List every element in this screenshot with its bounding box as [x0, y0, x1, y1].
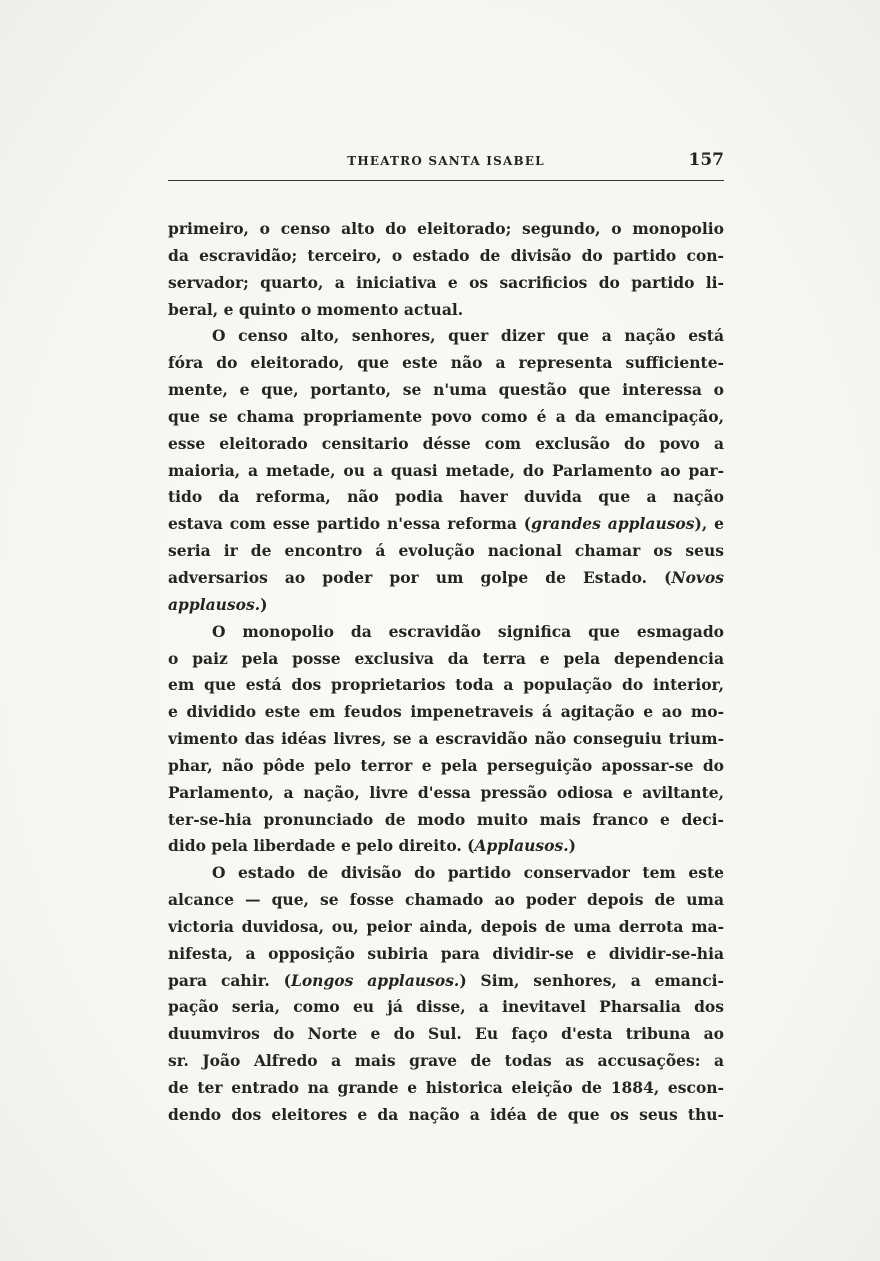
text-line — [168, 538, 724, 565]
running-title: THEATRO SANTA ISABEL — [347, 154, 545, 168]
line-text: phar, não pôde pelo terror e pela perseguição apossar-se do — [168, 755, 724, 775]
text-line — [168, 780, 724, 807]
line-text: seria ir de encontro á evolução nacional chamar os seus — [168, 541, 724, 561]
text-line — [168, 1075, 724, 1102]
line-text: alcance — que, se fosse chamado ao poder depois de uma — [168, 890, 724, 910]
line-text: de ter entrado na grande e historica eleição de 1884, escon- — [168, 1078, 724, 1097]
line-text: duumviros do Norte e do Sul. Eu faço d'esta tribuna ao — [168, 1024, 724, 1044]
text-line — [168, 431, 724, 458]
text-line — [168, 377, 724, 404]
text-line — [168, 243, 724, 270]
line-text: primeiro, o censo alto do eleitorado; segundo, o monopolio — [168, 219, 724, 238]
line-text: para cahir. ( — [168, 970, 291, 990]
line-text: ) — [568, 836, 576, 856]
text-line — [168, 404, 724, 431]
line-text: em que está dos proprietarios toda a população do interior, — [168, 675, 724, 695]
text-line — [168, 726, 724, 753]
text-line — [168, 968, 724, 995]
text-line — [168, 887, 724, 914]
text-line — [168, 941, 724, 968]
text-line — [168, 699, 724, 726]
text-line — [168, 807, 724, 834]
text-line — [168, 646, 724, 673]
text-line — [168, 833, 724, 860]
line-text: maioria, a metade, ou a quasi metade, do Parlamento ao par- — [168, 460, 724, 480]
line-text: beral, e quinto o momento actual. — [168, 299, 464, 319]
text-line — [168, 753, 724, 780]
line-text: victoria duvidosa, ou, peior ainda, depois de uma derrota ma- — [168, 916, 724, 936]
text-line — [168, 297, 724, 324]
text-line — [168, 350, 724, 377]
line-text: esse eleitorado censitario désse com exclusão do povo a — [168, 433, 724, 453]
italic-text: grandes applausos — [531, 514, 695, 534]
text-line — [168, 458, 724, 485]
line-text: O censo alto, senhores, quer dizer que a nação está — [212, 326, 724, 346]
line-text: sr. João Alfredo a mais grave de todas as accusações: a — [168, 1051, 724, 1071]
page-number: 157 — [688, 150, 724, 170]
line-text: estava com esse partido n'essa reforma ( — [168, 514, 532, 534]
line-text: Parlamento, a nação, livre d'essa pressão odiosa e aviltante, — [168, 782, 724, 802]
line-text: mente, e que, portanto, se n'uma questão que interessa o — [168, 380, 724, 400]
text-line — [168, 619, 724, 646]
line-text: servador; quarto, a iniciativa e os sacrificios do partido li- — [168, 272, 724, 292]
line-text: dendo dos eleitores e da nação a idéa de que os seus thu- — [168, 1104, 724, 1124]
text-line — [168, 323, 724, 350]
line-text: o paiz pela posse exclusiva da terra e pela dependencia — [168, 648, 724, 668]
line-text: O monopolio da escravidão significa que esmagado — [212, 621, 724, 641]
body-text — [168, 216, 724, 1129]
italic-text: Applausos. — [474, 836, 569, 856]
line-text: ), e — [694, 514, 724, 534]
line-text: da escravidão; terceiro, o estado de divisão do partido con- — [168, 245, 724, 265]
text-line — [168, 511, 724, 538]
header-rule — [168, 180, 724, 181]
text-line — [168, 1102, 724, 1129]
text-line — [168, 270, 724, 297]
line-text: fóra do eleitorado, que este não a representa sufficiente- — [168, 353, 724, 373]
line-text: que se chama propriamente povo como é a da emancipação, — [168, 406, 724, 426]
text-line — [168, 860, 724, 887]
line-text: dido pela liberdade e pelo direito. ( — [168, 836, 475, 856]
line-text: ) Sim, senhores, a emanci- — [459, 970, 724, 990]
line-text: e dividido este em feudos impenetraveis á agitação e ao mo- — [168, 702, 724, 722]
line-text: nifesta, a opposição subiria para dividir-se e dividir-se-hia — [168, 943, 724, 963]
line-text: adversarios ao poder por um golpe de Estado. ( — [168, 567, 672, 587]
text-line — [168, 1048, 724, 1075]
italic-text: Novos — [671, 567, 724, 587]
running-header — [168, 150, 724, 174]
text-line — [168, 484, 724, 511]
line-text: vimento das idéas livres, se a escravidão não conseguiu trium- — [168, 729, 724, 749]
text-line — [168, 914, 724, 941]
text-line — [168, 592, 724, 619]
line-text: ter-se-hia pronunciado de modo muito mais franco e deci- — [168, 809, 724, 829]
line-text: O estado de divisão do partido conservador tem este — [212, 863, 724, 883]
text-line — [168, 565, 724, 592]
text-line — [168, 672, 724, 699]
italic-text: applausos. — [168, 594, 261, 614]
line-text: tido da reforma, não podia haver duvida que a nação — [168, 487, 724, 507]
text-line — [168, 216, 724, 243]
text-line — [168, 994, 724, 1021]
line-text: ) — [260, 594, 268, 614]
italic-text: Longos applausos. — [290, 970, 460, 990]
line-text: pação seria, como eu já disse, a inevitavel Pharsalia dos — [168, 997, 724, 1017]
text-line — [168, 1021, 724, 1048]
